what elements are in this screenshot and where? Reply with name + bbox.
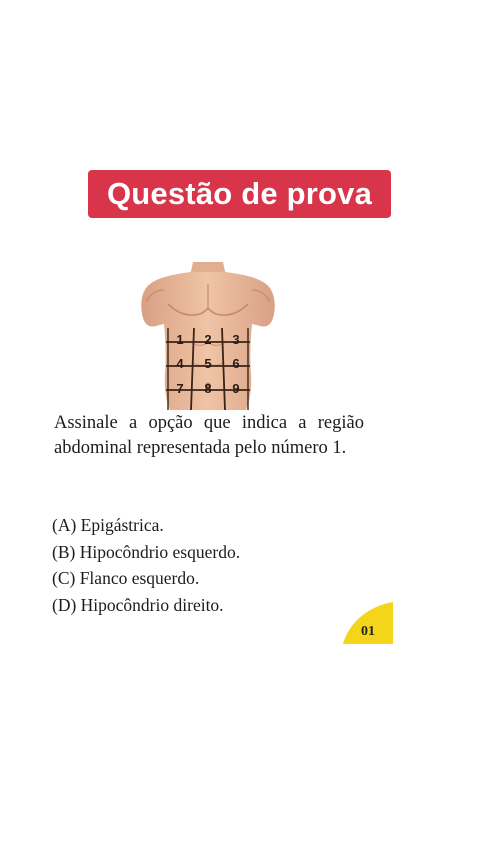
- region-7-label: 7: [176, 381, 184, 396]
- option-d[interactable]: (D) Hipocôndrio direito.: [52, 594, 224, 615]
- region-8-label: 8: [204, 381, 212, 396]
- question-text: Assinale a opção que indica a região abdominal representada pelo número 1.: [54, 413, 364, 458]
- region-4-label: 4: [176, 356, 184, 371]
- option-a[interactable]: (A) Epigástrica.: [52, 515, 164, 535]
- question-number-badge: [343, 602, 393, 644]
- torso-illustration: [138, 262, 278, 412]
- region-9-label: 9: [232, 381, 240, 396]
- title-banner: Questão de prova: [88, 170, 391, 218]
- option-b[interactable]: (B) Hipocôndrio esquerdo.: [52, 541, 241, 562]
- abdomen-regions-figure: [138, 262, 278, 412]
- answer-options: [52, 512, 240, 618]
- region-3-label: 3: [232, 332, 240, 347]
- region-1-label: 1: [176, 332, 184, 347]
- region-5-label: 5: [204, 356, 212, 371]
- region-6-label: 6: [232, 356, 240, 371]
- region-2-label: 2: [204, 332, 212, 347]
- question-number: 01: [361, 624, 375, 639]
- option-c[interactable]: (C) Flanco esquerdo.: [52, 568, 200, 588]
